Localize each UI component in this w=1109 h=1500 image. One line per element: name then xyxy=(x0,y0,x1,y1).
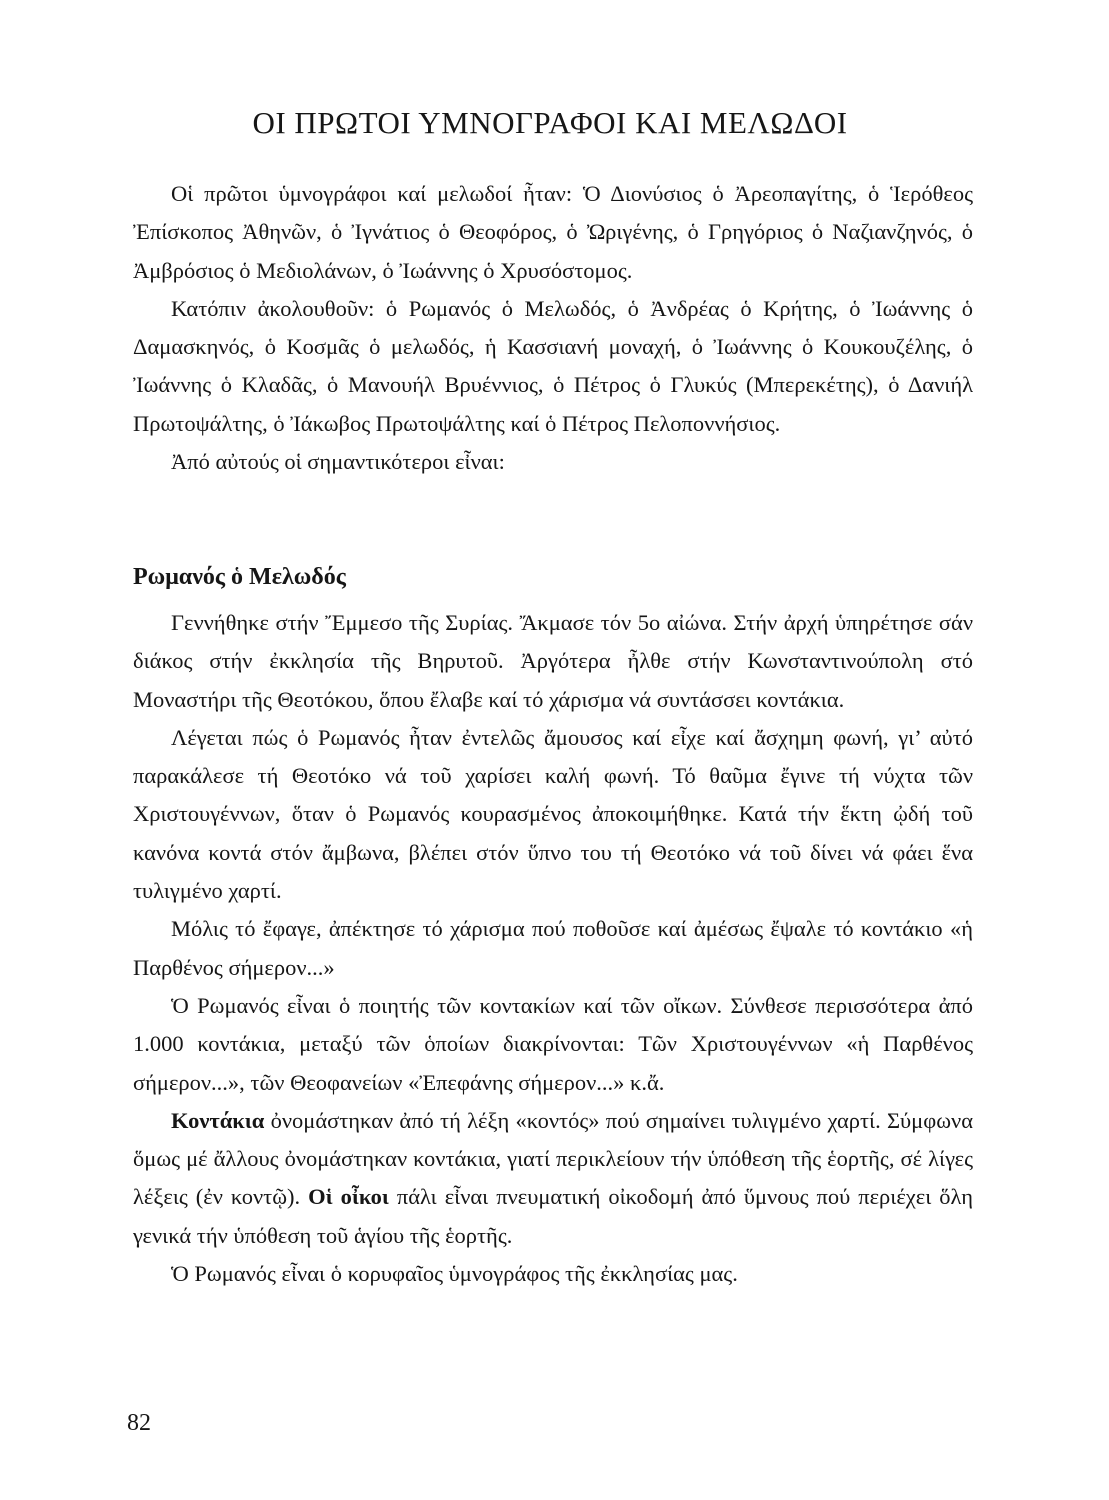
section-paragraph-6: Ὁ Ρωμανός εἶναι ὁ κορυφαῖος ὑμνογράφος τῆς ἐκκλησίας μας. xyxy=(171,1261,738,1287)
section-body xyxy=(133,604,973,1293)
term-oikoi: Οἱ οἶκοι xyxy=(308,1184,389,1210)
section-paragraph-2: Λέγεται πώς ὁ Ρωμανός ἦταν ἐντελῶς ἄμουσος καί εἶχε καί ἄσχημη φωνή, γι’ αὐτό παρακάλεσε τή Θεοτόκο νά τοῦ χαρίσει καλή φωνή. Τό θαῦμα ἔγινε τή νύχτα τῶν Χριστουγέννων, ὅταν ὁ Ρωμανός κουρασμένος ἀποκοιμήθηκε. Κατά τήν ἕκτη ᾠδή τοῦ κανόνα κοντά στόν ἄμβωνα, βλέπει στόν ὕπνο του τή Θεοτόκο νά τοῦ δίνει νά φάει ἕνα τυλιγμένο χαρτί. xyxy=(133,724,973,904)
intro-block xyxy=(133,175,973,481)
section-paragraph-5 xyxy=(133,1102,973,1255)
page-number: 82 xyxy=(127,1410,151,1436)
intro-paragraph-2: Κατόπιν ἀκολουθοῦν: ὁ Ρωμανός ὁ Μελωδός, ὁ Ἀνδρέας ὁ Κρήτης, ὁ Ἰωάννης ὁ Δαμασκηνός, ὁ Κοσμᾶς ὁ μελωδός, ἡ Κασσιανή μοναχή, ὁ Ἰωάννης ὁ Κουκουζέλης, ὁ Ἰωάννης ὁ Κλαδᾶς, ὁ Μανουήλ Βρυέννιος, ὁ Πέτρος ὁ Γλυκύς (Μπερεκέτης), ὁ Δανιήλ Πρωτοψάλτης, ὁ Ἰάκωβος Πρωτοψάλτης καί ὁ Πέτρος Πελοποννήσιος. xyxy=(133,295,973,436)
intro-paragraph-1: Οἱ πρῶτοι ὑμνογράφοι καί μελωδοί ἦταν: Ὁ Διονύσιος ὁ Ἀρεοπαγίτης, ὁ Ἱερόθεος Ἐπίσκοπος Ἀθηνῶν, ὁ Ἰγνάτιος ὁ Θεοφόρος, ὁ Ὠριγένης, ὁ Γρηγόριος ὁ Ναζιανζηνός, ὁ Ἀμβρόσιος ὁ Μεδιολάνων, ὁ Ἰωάννης ὁ Χρυσόστομος. xyxy=(133,181,973,283)
section-paragraph-4: Ὁ Ρωμανός εἶναι ὁ ποιητής τῶν κοντακίων καί τῶν οἴκων. Σύνθεσε περισσότερα ἀπό 1.000 κοντάκια, μεταξύ τῶν ὁποίων διακρίνονται: Τῶν Χριστουγέννων «ἡ Παρθένος σήμερον...», τῶν Θεοφανείων «Ἐπεφάνης σήμερον...» κ.ἄ. xyxy=(133,992,973,1095)
intro-paragraph-3: Ἀπό αὐτούς οἱ σημαντικότεροι εἶναι: xyxy=(171,449,505,475)
section-paragraph-3: Μόλις τό ἔφαγε, ἀπέκτησε τό χάρισμα πού ποθοῦσε καί ἀμέσως ἔψαλε τό κοντάκιο «ἡ Παρθένος σήμερον...» xyxy=(133,916,973,980)
page-title: ΟΙ ΠΡΩΤΟΙ ΥΜΝΟΓΡΑΦΟΙ ΚΑΙ ΜΕΛΩΔΟΙ xyxy=(252,105,848,140)
term-kontakia: Κοντάκια xyxy=(171,1107,265,1133)
kontakia-definition: ὀνομάστηκαν ἀπό τή λέξη «κοντός» πού σημαίνει τυλιγμένο χαρτί. Σύμφωνα ὅμως μέ ἄλλους ὀνομάστηκαν κοντάκια, γιατί περικλείουν τήν ὑπόθεση τῆς ἑορτῆς, σέ λίγες λέξεις (ἐν κοντῷ). xyxy=(133,1107,973,1210)
section-paragraph-1: Γεννήθηκε στήν Ἔμμεσο τῆς Συρίας. Ἄκμασε τόν 5ο αἰώνα. Στήν ἀρχή ὑπηρέτησε σάν διάκος στήν ἐκκλησία τῆς Βηρυτοῦ. Ἀργότερα ἦλθε στήν Κωνσταντινούπολη στό Μοναστήρι τῆς Θεοτόκου, ὅπου ἔλαβε καί τό χάρισμα νά συντάσσει κοντάκια. xyxy=(133,610,973,712)
oikoi-definition: πάλι εἶναι πνευματική οἰκοδομή ἀπό ὕμνους πού περιέχει ὅλη γενικά τήν ὑπόθεση τοῦ ἁγίου τῆς ἑορτῆς. xyxy=(133,1184,973,1248)
section-heading: Ρωμανός ὁ Μελωδός xyxy=(133,564,346,590)
